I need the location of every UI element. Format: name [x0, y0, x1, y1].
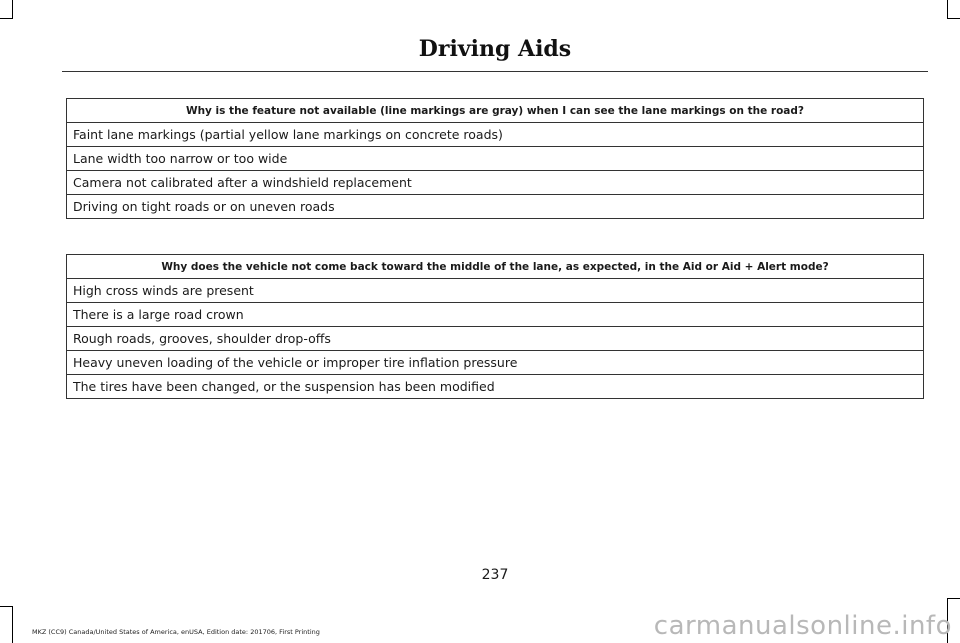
table-row: [67, 195, 924, 219]
crop-mark-top-right-h: [947, 18, 960, 19]
watermark: carmanualsonline.info: [653, 611, 952, 641]
table-answer: Camera not calibrated after a windshield replacement: [67, 171, 924, 195]
table-answer: Heavy uneven loading of the vehicle or improper tire inflation pressure: [67, 351, 924, 375]
table-row: [67, 351, 924, 375]
table-row: [67, 147, 924, 171]
page-number: 237: [481, 567, 509, 583]
table-answer: Lane width too narrow or too wide: [67, 147, 924, 171]
table-header-row: [67, 99, 924, 123]
table-answer: High cross winds are present: [67, 279, 924, 303]
crop-mark-top-left-h: [0, 18, 13, 19]
table-row: [67, 327, 924, 351]
table-row: [67, 171, 924, 195]
title-rule: [62, 71, 928, 72]
table-question: Why is the feature not available (line markings are gray) when I can see the lane markings on the road?: [67, 99, 924, 123]
table-answer: The tires have been changed, or the suspension has been modified: [67, 375, 924, 399]
table-row: [67, 303, 924, 327]
crop-mark-top-right-v: [947, 0, 948, 18]
crop-mark-bottom-left-h: [0, 606, 13, 607]
table-question: Why does the vehicle not come back toward the middle of the lane, as expected, in the Aid or Aid + Alert mode?: [67, 255, 924, 279]
footer-edition-info: MKZ (CC9) Canada/United States of America, enUSA, Edition date: 201706, First Printing: [32, 628, 320, 636]
table-row: [67, 279, 924, 303]
table-answer: Rough roads, grooves, shoulder drop-offs: [67, 327, 924, 351]
table-answer: There is a large road crown: [67, 303, 924, 327]
faq-table-lane-markings: [66, 98, 924, 219]
table-answer: Faint lane markings (partial yellow lane markings on concrete roads): [67, 123, 924, 147]
table-answer: Driving on tight roads or on uneven roads: [67, 195, 924, 219]
table-row: [67, 375, 924, 399]
table-row: [67, 123, 924, 147]
crop-mark-top-left-v: [12, 0, 13, 18]
page-title: Driving Aids: [418, 36, 572, 62]
table-header-row: [67, 255, 924, 279]
faq-table-lane-centering: [66, 254, 924, 399]
crop-mark-bottom-left-v: [12, 606, 13, 643]
crop-mark-bottom-right-h: [947, 598, 960, 599]
